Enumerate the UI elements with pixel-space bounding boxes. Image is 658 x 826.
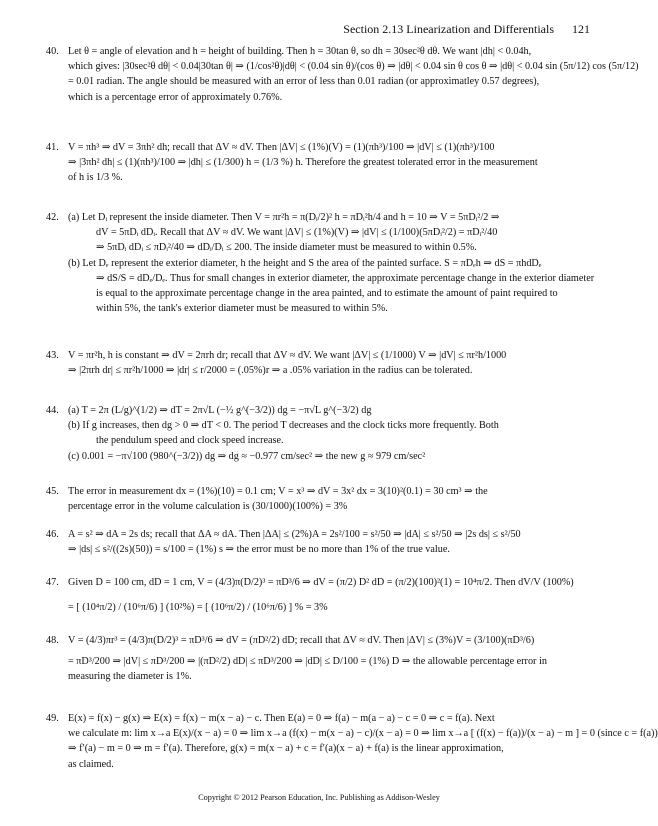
copyright-footer: Copyright © 2012 Pearson Education, Inc. Publishing as Addison-Wesley — [198, 793, 440, 802]
problem-43 — [46, 348, 598, 378]
page-header — [343, 22, 590, 37]
problem-number: 47. — [46, 577, 59, 588]
problem-line: as claimed. — [68, 758, 114, 770]
problem-number: 49. — [46, 713, 59, 724]
problem-line: ⇒ |3πh² dh| ≤ (1)(πh³)/100 ⇒ |dh| ≤ (1/300) h = (1/3 %) h. Therefore the greatest tolerated error in the measurement — [68, 157, 538, 169]
problem-number: 43. — [46, 350, 59, 361]
problem-number: 46. — [46, 529, 59, 540]
problem-line: = 0.01 radian. The angle should be measured with an error of less than 0.01 radian (or approximatley 0.57 degrees), — [68, 76, 540, 88]
problem-49 — [46, 711, 658, 772]
problem-line: The error in measurement dx = (1%)(10) = 0.1 cm; V = x³ ⇒ dV = 3x² dx = 3(10)²(0.1) = 30 cm³ ⇒ the — [68, 486, 488, 497]
problem-line: (c) 0.001 = −π√100 (980^(−3/2)) dg ⇒ dg ≈ −0.977 cm/sec² ⇒ the new g ≈ 979 cm/sec² — [68, 450, 426, 462]
problem-line: which is a percentage error of approximately 0.76%. — [68, 91, 283, 103]
problem-line: = πD³/200 ⇒ |dV| ≤ πD³/200 ⇒ |(πD²/2) dD| ≤ πD³/200 ⇒ |dD| ≤ D/100 = (1%) D ⇒ the allowable percentage error in — [68, 656, 547, 668]
problem-line: (a) Let Dᵢ represent the inside diameter. Then V = πr²h = π(Dᵢ/2)² h = πDᵢ²h/4 and h = 10 ⇒ V = 5πDᵢ²/2 ⇒ — [68, 212, 500, 223]
problem-number: 41. — [46, 142, 59, 153]
problem-line: dV = 5πDᵢ dDᵢ. Recall that ΔV ≈ dV. We want |ΔV| ≤ (1%)(V) ⇒ |dV| ≤ (1/100)(5πDᵢ²/2) = πDᵢ²/40 — [96, 227, 498, 239]
problem-line: Given D = 100 cm, dD = 1 cm, V = (4/3)π(D/2)³ = πD³/6 ⇒ dV = (π/2) D² dD = (π/2)(100)²(1) = 10⁴π/2. Then dV/V (100%) — [68, 577, 574, 588]
problem-line: V = πr²h, h is constant ⇒ dV = 2πrh dr; recall that ΔV ≈ dV. We want |ΔV| ≤ (1/1000) V ⇒ |dV| ≤ πr²h/1000 — [68, 350, 507, 361]
problem-line: = [ (10⁴π/2) / (10⁶π/6) ] (10²%) = [ (10⁶π/2) / (10⁶π/6) ] % = 3% — [68, 602, 328, 614]
section-title: Section 2.13 Linearization and Differentials — [343, 22, 554, 36]
problem-number: 45. — [46, 486, 59, 497]
problem-line: E(x) = f(x) − g(x) ⇒ E(x) = f(x) − m(x − a) − c. Then E(a) = 0 ⇒ f(a) − m(a − a) − c = 0 ⇒ c = f(a). Next — [68, 713, 495, 724]
problem-line: Let θ = angle of elevation and h = height of building. Then h = 30tan θ, so dh = 30sec²θ dθ. We want |dh| < 0.04h, — [68, 46, 532, 57]
problem-line: ⇒ |2πrh dr| ≤ πr²h/1000 ⇒ |dr| ≤ r/2000 = (.05%)r ⇒ a .05% variation in the radius can be tolerated. — [68, 365, 473, 377]
page-number: 121 — [572, 22, 590, 36]
problem-line: (a) T = 2π (L/g)^(1/2) ⇒ dT = 2π√L (−½ g^(−3/2)) dg = −π√L g^(−3/2) dg — [68, 405, 372, 416]
problem-line: (b) If g increases, then dg > 0 ⇒ dT < 0. The period T decreases and the clock ticks more frequently. Both — [68, 420, 499, 432]
problem-line: V = πh³ ⇒ dV = 3πh² dh; recall that ΔV ≈ dV. Then |ΔV| ≤ (1%)(V) = (1)(πh³)/100 ⇒ |dV| ≤ (1)(πh³)/100 — [68, 142, 495, 153]
problem-40 — [46, 44, 639, 105]
problem-line: is equal to the approximate percentage change in the area painted, and to estimate the amount of paint required to — [96, 288, 558, 300]
problem-line: percentage error in the volume calculation is (30/1000)(100%) = 3% — [68, 501, 348, 513]
problem-41 — [46, 140, 598, 186]
problem-line: the pendulum speed and clock speed increase. — [96, 435, 284, 447]
problem-line: (b) Let Dₑ represent the exterior diameter, h the height and S the area of the painted surface. S = πDₑh ⇒ dS = πhdDₑ — [68, 257, 542, 269]
problem-45 — [46, 484, 598, 514]
problem-line: which gives: |30sec²θ dθ| < 0.04|30tan θ| ⇒ (1/cos²θ)|dθ| < (0.04 sin θ)/(cos θ) ⇒ |dθ| < 0.04 sin θ cos θ ⇒ |dθ| < 0.04 sin (5π/12) cos (5π/12) — [68, 61, 639, 73]
problem-line: we calculate m: lim x→a E(x)/(x − a) = 0 ⇒ lim x→a (f(x) − m(x − a) − c)/(x − a) = 0 ⇒ lim x→a [ (f(x) − f(a))/(x − a) − m ] = 0 (since c = f(a)) — [68, 728, 658, 740]
problem-line: ⇒ |ds| ≤ s²/((2s)(50)) = s/100 = (1%) s ⇒ the error must be no more than 1% of the true value. — [68, 544, 450, 556]
problem-46 — [46, 527, 598, 557]
problem-line: measuring the diameter is 1%. — [68, 671, 192, 683]
problem-47 — [46, 575, 598, 615]
problem-line: ⇒ f′(a) − m = 0 ⇒ m = f′(a). Therefore, g(x) = m(x − a) + c = f′(a)(x − a) + f(a) is the linear approximation, — [68, 743, 504, 755]
problem-44 — [46, 403, 598, 464]
problem-48 — [46, 633, 598, 685]
problem-number: 40. — [46, 46, 59, 57]
problem-line: within 5%, the tank's exterior diameter must be measured to within 5%. — [96, 303, 388, 315]
problem-line: of h is 1/3 %. — [68, 172, 123, 184]
problem-line: A = s² ⇒ dA = 2s ds; recall that ΔA ≈ dA. Then |ΔA| ≤ (2%)A = 2s²/100 = s²/50 ⇒ |dA| ≤ s²/50 ⇒ |2s ds| ≤ s²/50 — [68, 529, 521, 540]
problem-number: 48. — [46, 635, 59, 646]
problem-line: ⇒ 5πDᵢ dDᵢ ≤ πDᵢ²/40 ⇒ dDᵢ/Dᵢ ≤ 200. The inside diameter must be measured to within 0.5%. — [96, 242, 477, 254]
problem-number: 42. — [46, 212, 59, 223]
problem-42 — [46, 210, 598, 316]
problem-number: 44. — [46, 405, 59, 416]
problem-line: ⇒ dS/S = dDₑ/Dₑ. Thus for small changes in exterior diameter, the approximate percentage change in the exterior diameter — [96, 272, 595, 284]
problem-line: V = (4/3)πr³ = (4/3)π(D/2)³ = πD³/6 ⇒ dV = (πD²/2) dD; recall that ΔV ≈ dV. Then |ΔV| ≤ (3%)V = (3/100)(πD³/6) — [68, 635, 535, 646]
